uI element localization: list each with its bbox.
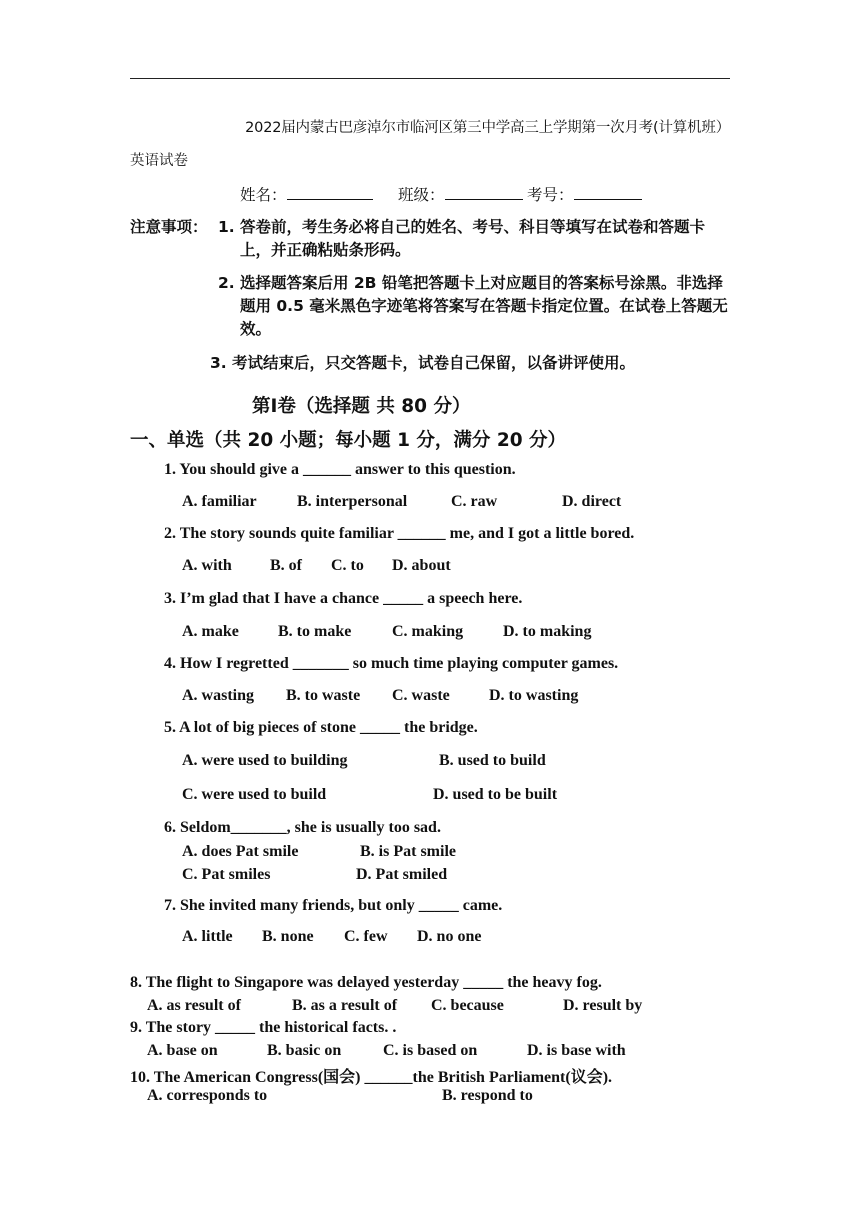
question-5-option-b[interactable]: B. used to build [439, 752, 546, 769]
question-4-option-b[interactable]: B. to waste [286, 687, 361, 704]
name-blank[interactable] [287, 185, 373, 200]
question-4-option-a[interactable]: A. wasting [182, 687, 255, 704]
exam-title: 2022届内蒙古巴彦淖尔市临河区第三中学高三上学期第一次月考(计算机班） [245, 120, 730, 136]
question-7-option-c[interactable]: C. few [344, 928, 388, 945]
note-3-text: 考试结束后，只交答题卡，试卷自己保留，以备讲评使用。 [232, 354, 636, 372]
note-2-num: 2. [218, 274, 235, 292]
question-6-option-a[interactable]: A. does Pat smile [182, 843, 299, 860]
note-3-num: 3. [210, 354, 227, 372]
note-1-num: 1. [218, 218, 235, 236]
question-4-stem: 4. How I regretted _______ so much time playing computer games. [164, 655, 619, 672]
part-title: 第Ⅰ卷（选择题 共 80 分） [252, 396, 471, 417]
question-7-option-a[interactable]: A. little [182, 928, 233, 945]
question-7-stem: 7. She invited many friends, but only _____ came. [164, 897, 503, 914]
question-9-option-c[interactable]: C. is based on [383, 1042, 478, 1059]
question-10-stem: 10. The American Congress(国会) ______the British Parliament(议会). [130, 1069, 613, 1086]
question-10-option-b[interactable]: B. respond to [442, 1087, 533, 1104]
question-2-option-c[interactable]: C. to [331, 557, 364, 574]
question-6-option-d[interactable]: D. Pat smiled [356, 866, 448, 883]
question-8-option-b[interactable]: B. as a result of [292, 997, 398, 1014]
question-1-option-c[interactable]: C. raw [451, 493, 498, 510]
question-2-option-b[interactable]: B. of [270, 557, 302, 574]
id-blank[interactable] [574, 185, 642, 200]
question-2-option-a[interactable]: A. with [182, 557, 232, 574]
note-1-text: 答卷前，考生务必将自己的姓名、考号、科目等填写在试卷和答题卡上，并正确粘贴条形码。 [240, 218, 706, 259]
question-3-option-a[interactable]: A. make [182, 623, 239, 640]
note-2-text: 选择题答案后用 2B 铅笔把答题卡上对应题目的答案标号涂黑。非选择题用 0.5 毫米黑色字迹笔将答案写在答题卡指定位置。在试卷上答题无效。 [240, 274, 728, 338]
question-6-option-b[interactable]: B. is Pat smile [360, 843, 456, 860]
question-2-stem: 2. The story sounds quite familiar ______ me, and I got a little bored. [164, 525, 635, 542]
section-title: 一、单选（共 20 小题；每小题 1 分，满分 20 分） [130, 430, 567, 451]
question-8-option-c[interactable]: C. because [431, 997, 504, 1014]
class-label: 班级： [398, 186, 445, 204]
question-1-stem: 1. You should give a ______ answer to this question. [164, 461, 516, 478]
question-9-option-b[interactable]: B. basic on [267, 1042, 342, 1059]
question-9-stem: 9. The story _____ the historical facts. . [130, 1019, 397, 1036]
name-label: 姓名： [240, 186, 287, 204]
question-5-option-c[interactable]: C. were used to build [182, 786, 327, 803]
question-5-option-a[interactable]: A. were used to building [182, 752, 348, 769]
header-rule [130, 78, 730, 79]
question-10-option-a[interactable]: A. corresponds to [147, 1087, 268, 1104]
question-1-option-b[interactable]: B. interpersonal [297, 493, 408, 510]
question-7-option-b[interactable]: B. none [262, 928, 314, 945]
id-field[interactable] [527, 183, 642, 205]
question-9-option-a[interactable]: A. base on [147, 1042, 218, 1059]
question-3-option-c[interactable]: C. making [392, 623, 464, 640]
name-field[interactable] [240, 183, 373, 205]
question-1-option-d[interactable]: D. direct [562, 493, 622, 510]
question-8-option-a[interactable]: A. as result of [147, 997, 241, 1014]
notes-label: 注意事项： [130, 218, 208, 236]
question-3-option-d[interactable]: D. to making [503, 623, 592, 640]
subject-label: 英语试卷 [130, 153, 188, 169]
question-5-option-d[interactable]: D. used to be built [433, 786, 558, 803]
class-field[interactable] [398, 183, 523, 205]
question-6-option-c[interactable]: C. Pat smiles [182, 866, 271, 883]
question-4-option-c[interactable]: C. waste [392, 687, 450, 704]
question-1-option-a[interactable]: A. familiar [182, 493, 257, 510]
class-blank[interactable] [445, 185, 523, 200]
question-9-option-d[interactable]: D. is base with [527, 1042, 626, 1059]
question-8-option-d[interactable]: D. result by [563, 997, 643, 1014]
question-3-option-b[interactable]: B. to make [278, 623, 352, 640]
id-label: 考号： [527, 186, 574, 204]
question-4-option-d[interactable]: D. to wasting [489, 687, 579, 704]
question-2-option-d[interactable]: D. about [392, 557, 451, 574]
question-8-stem: 8. The flight to Singapore was delayed yesterday _____ the heavy fog. [130, 974, 602, 991]
question-6-stem: 6. Seldom_______, she is usually too sad. [164, 819, 441, 836]
question-5-stem: 5. A lot of big pieces of stone _____ the bridge. [164, 719, 478, 736]
question-7-option-d[interactable]: D. no one [417, 928, 482, 945]
question-3-stem: 3. I’m glad that I have a chance _____ a speech here. [164, 590, 523, 607]
